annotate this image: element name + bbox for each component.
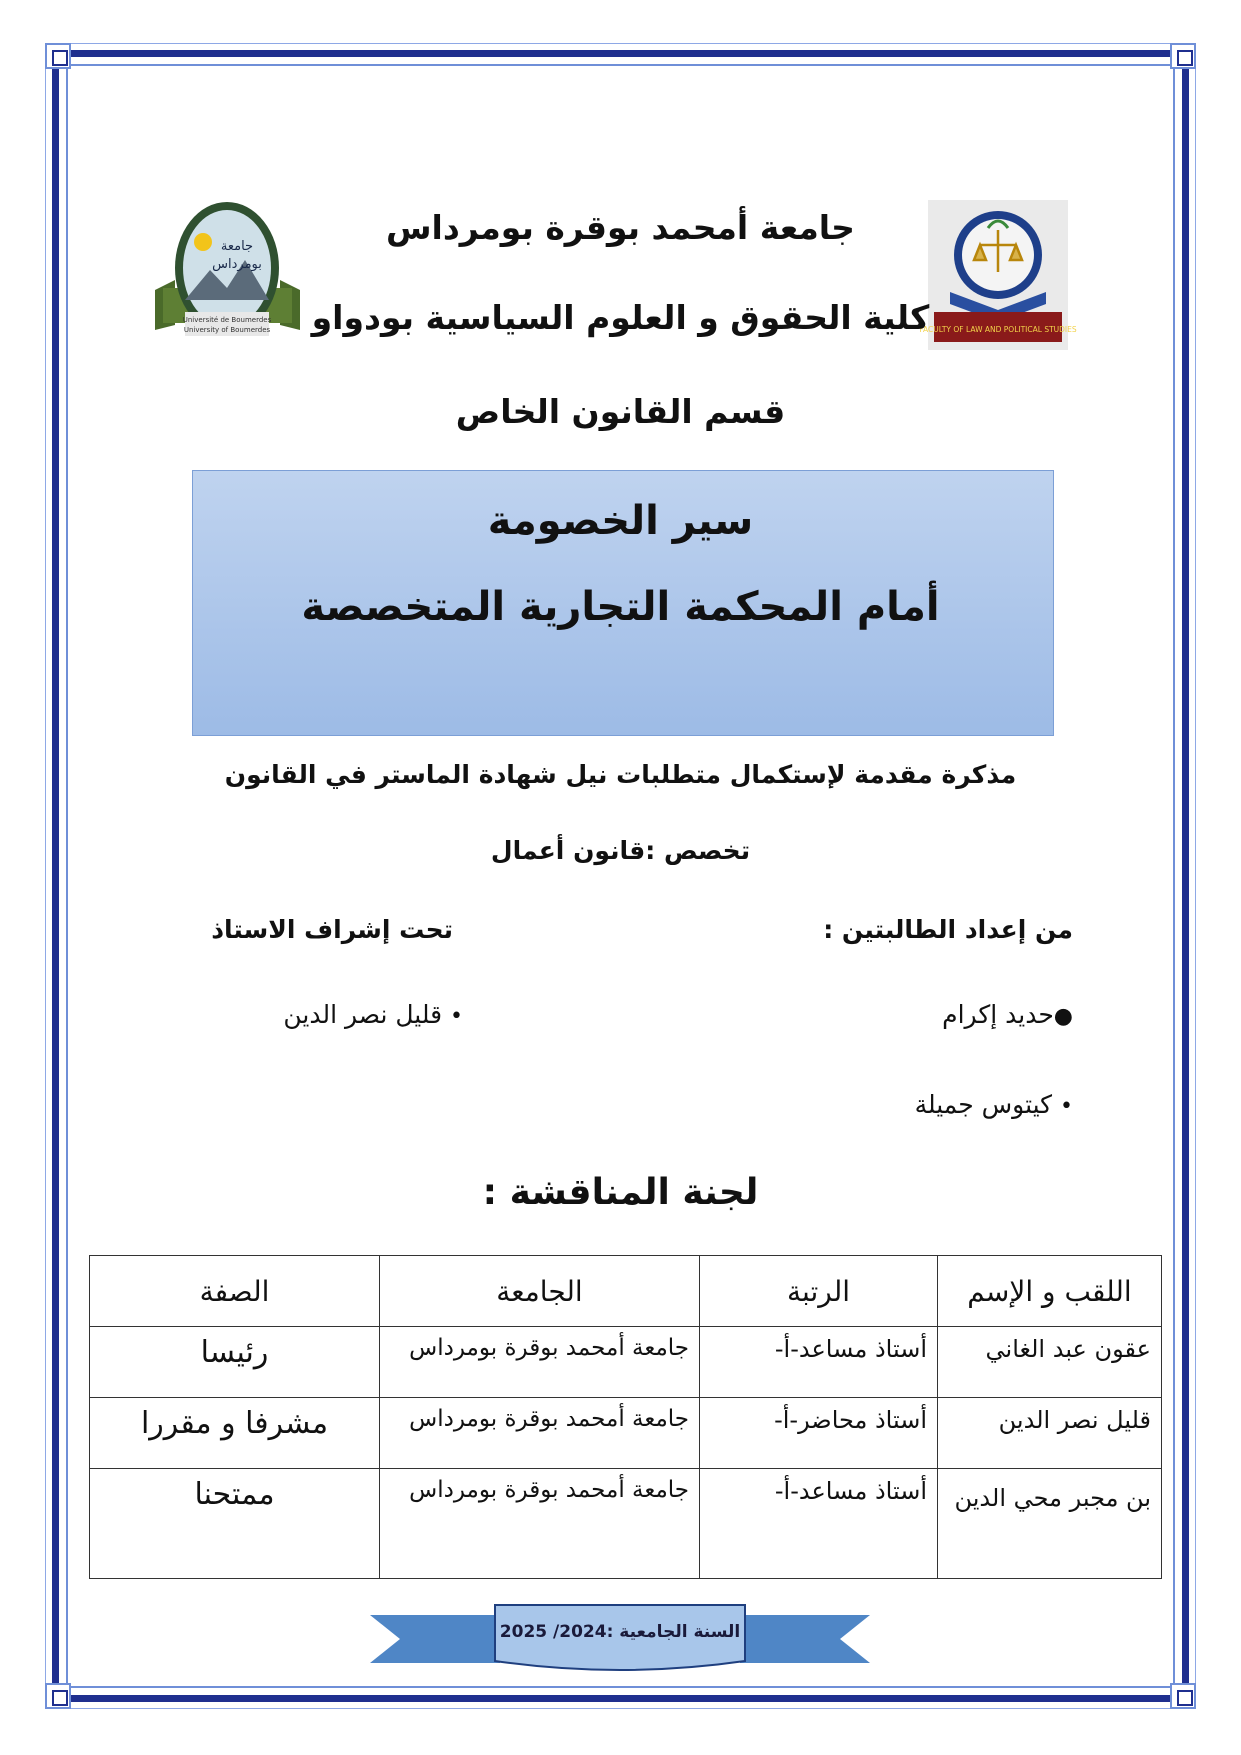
thesis-purpose: مذكرة مقدمة لإستكمال متطلبات نيل شهادة الماستر في القانون [224,760,1017,789]
column-header: الصفة [90,1256,380,1327]
student-item [942,1000,1073,1029]
seal-text-line2: بومرداس [212,257,262,272]
student-name: كيتوس جميلة [914,1090,1053,1119]
faculty-name: كلية الحقوق و العلوم السياسية بودواو [311,298,930,337]
member-role: رئيسا [90,1327,380,1398]
seal-caption-en: University of Boumerdes [183,326,271,334]
corner-ornament-icon [45,1683,71,1709]
table-row [90,1469,1162,1579]
seal-text-line1: جامعة [220,239,254,254]
table-header-row [90,1256,1162,1327]
student-item [915,1090,1073,1119]
seal-caption-fr: Université de Boumerdes [182,316,272,324]
thesis-specialty: تخصص :قانون أعمال [490,836,751,865]
member-role: ممتحنا [90,1469,380,1579]
thesis-title-line2: أمام المحكمة التجارية المتخصصة [301,584,940,630]
member-name: عقون عبد الغاني [938,1327,1162,1398]
member-university: جامعة أمحمد بوقرة بومرداس [380,1469,700,1579]
committee-table [89,1255,1162,1579]
table-row [90,1327,1162,1398]
member-rank: أستاذ مساعد-أ- [700,1469,938,1579]
column-header: الجامعة [380,1256,700,1327]
supervisor-name: قليل نصر الدين [283,1000,443,1029]
column-header: اللقب و الإسم [938,1256,1162,1327]
emblem-caption: FACULTY OF LAW AND POLITICAL STUDIES [919,325,1077,334]
bullet-icon: ● [1053,1004,1073,1029]
student-name: حديد إكرام [942,1000,1054,1029]
bullet-icon: • [1060,1094,1073,1119]
table-row [90,1398,1162,1469]
supervisor-label: تحت إشراف الاستاذ [211,915,453,944]
committee-heading: لجنة المناقشة : [482,1172,759,1213]
corner-ornament-icon [1170,43,1196,69]
member-rank: أستاذ مساعد-أ- [700,1327,938,1398]
department-name: قسم القانون الخاص [455,392,786,431]
column-header: الرتبة [700,1256,938,1327]
member-role: مشرفا و مقررا [90,1398,380,1469]
member-rank: أستاذ محاضر-أ- [700,1398,938,1469]
university-name: جامعة أمحمد بوقرة بومرداس [386,208,855,247]
corner-ornament-icon [45,43,71,69]
member-name: قليل نصر الدين [938,1398,1162,1469]
students-label: من إعداد الطالبتين : [823,915,1073,944]
supervisor-item [283,1000,463,1029]
member-name: بن مجبر محي الدين [938,1469,1162,1579]
bullet-icon: • [450,1004,463,1029]
member-university: جامعة أمحمد بوقرة بومرداس [380,1327,700,1398]
thesis-title-line1: سير الخصومة [487,498,754,544]
member-university: جامعة أمحمد بوقرة بومرداس [380,1398,700,1469]
corner-ornament-icon [1170,1683,1196,1709]
academic-year: السنة الجامعية :2024/ 2025 [499,1622,741,1642]
